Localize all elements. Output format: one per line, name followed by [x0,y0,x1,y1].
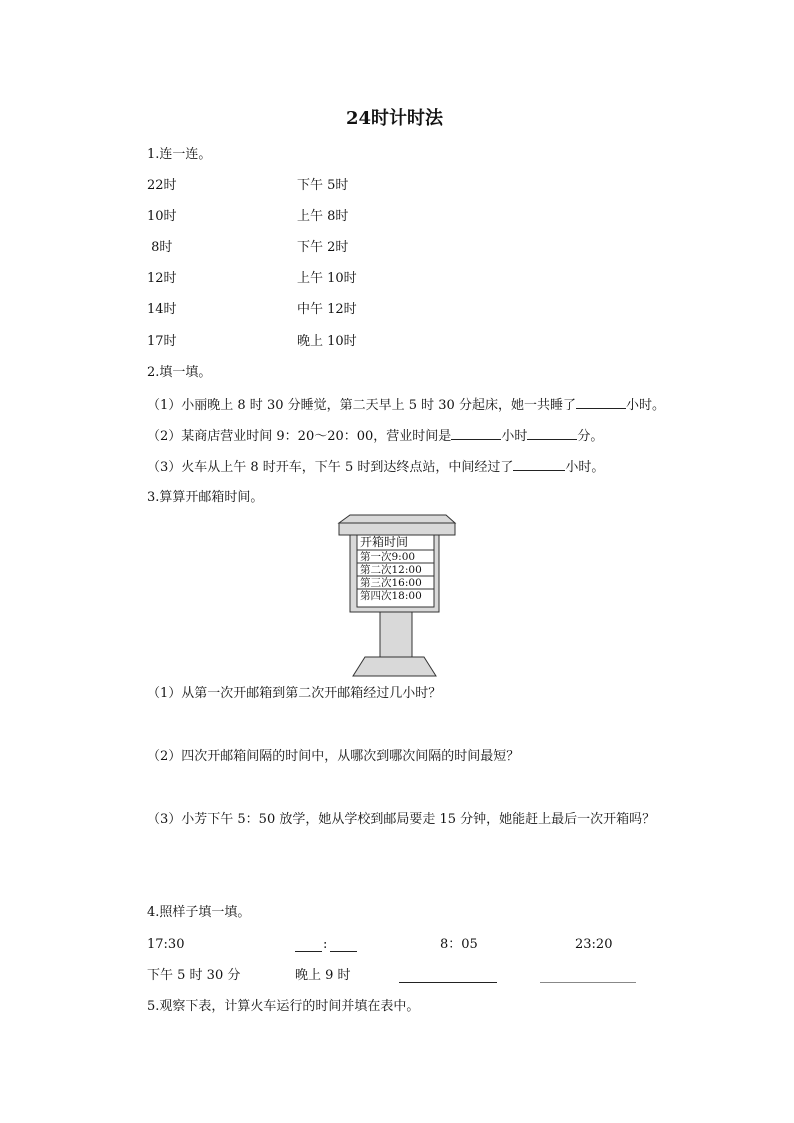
q1-left-item-6[interactable]: 17时 [147,334,177,349]
q2-item-2-hours-blank[interactable] [451,427,501,440]
q3-sub-3: （3）小芳下午 5：50 放学，她从学校到邮局要走 15 分钟，她能赶上最后一次开箱吗？ [147,812,656,827]
q4-time-805: 8：05 [440,937,478,952]
q2-item-3 [147,458,604,476]
q3-sub-1: （1）从第一次开邮箱到第二次开邮箱经过几小时？ [147,686,442,701]
q2-item-1-text: （1）小丽晚上 8 时 30 分睡觉，第二天早上 5 时 30 分起床，她一共睡了 [147,398,576,413]
q2-item-2-minutes-unit: 分。 [577,429,604,444]
q1-right-item-3[interactable]: 下午 2时 [297,240,349,255]
sign-base [353,657,436,676]
q1-right-item-2[interactable]: 上午 8时 [297,209,349,224]
q1-heading: 1.连一连。 [147,147,212,162]
q3-sub-2: （2）四次开邮箱间隔的时间中，从哪次到哪次间隔的时间最短？ [147,749,520,764]
sign-row-3: 第三次16:00 [360,577,422,589]
q1-left-item-5[interactable]: 14时 [147,302,177,317]
q2-item-2 [147,427,603,445]
q4-minute-blank[interactable] [330,951,357,952]
sign-row-4: 第四次18:00 [360,590,422,602]
q2-heading: 2.填一填。 [147,365,212,380]
q2-item-3-text: （3）火车从上午 8 时开车，下午 5 时到达终点站，中间经过了 [147,460,514,475]
q1-left-item-1[interactable]: 22时 [147,178,177,193]
q4-time-2320: 23:20 [575,937,613,952]
q2-item-1-unit: 小时。 [625,398,665,413]
sign-roof-front [339,523,455,535]
q2-item-3-unit: 小时。 [565,460,605,475]
q1-right-item-1[interactable]: 下午 5时 [297,178,349,193]
sign-row-1: 第一次9:00 [360,551,416,563]
q1-right-item-6[interactable]: 晚上 10时 [297,334,357,349]
q4-example-12h: 下午 5 时 30 分 [147,968,241,983]
q3-heading: 3.算算开邮箱时间。 [147,490,264,505]
q2-item-2-text: （2）某商店营业时间 9：20～20：00，营业时间是 [147,429,452,444]
q1-right-item-4[interactable]: 上午 10时 [297,271,357,286]
q1-left-item-3[interactable]: 8时 [147,240,173,255]
page-title: 24时计时法 [346,108,444,129]
mailbox-schedule-sign [336,512,462,678]
q4-hour-blank[interactable] [295,951,322,952]
q4-colon: : [323,937,328,952]
q2-item-2-minutes-blank[interactable] [527,427,577,440]
q2-item-2-hours-unit: 小时 [501,429,528,444]
sign-row-2: 第二次12:00 [360,564,422,576]
q4-answer-blank-2[interactable] [540,982,636,983]
sign-post [380,612,412,662]
q1-left-item-2[interactable]: 10时 [147,209,177,224]
q4-answer-blank-1[interactable] [399,982,497,983]
q2-item-1 [147,396,665,414]
q4-evening-9: 晚上 9 时 [295,968,351,983]
q1-left-item-4[interactable]: 12时 [147,271,177,286]
q5-heading: 5.观察下表，计算火车运行的时间并填在表中。 [147,999,420,1014]
q4-heading: 4.照样子填一填。 [147,905,251,920]
q2-item-3-blank[interactable] [513,458,565,471]
q2-item-1-blank[interactable] [576,396,626,409]
q4-example-24h: 17:30 [147,937,185,952]
q1-right-item-5[interactable]: 中午 12时 [297,302,357,317]
sign-title: 开箱时间 [360,535,409,549]
sign-roof [339,515,455,523]
